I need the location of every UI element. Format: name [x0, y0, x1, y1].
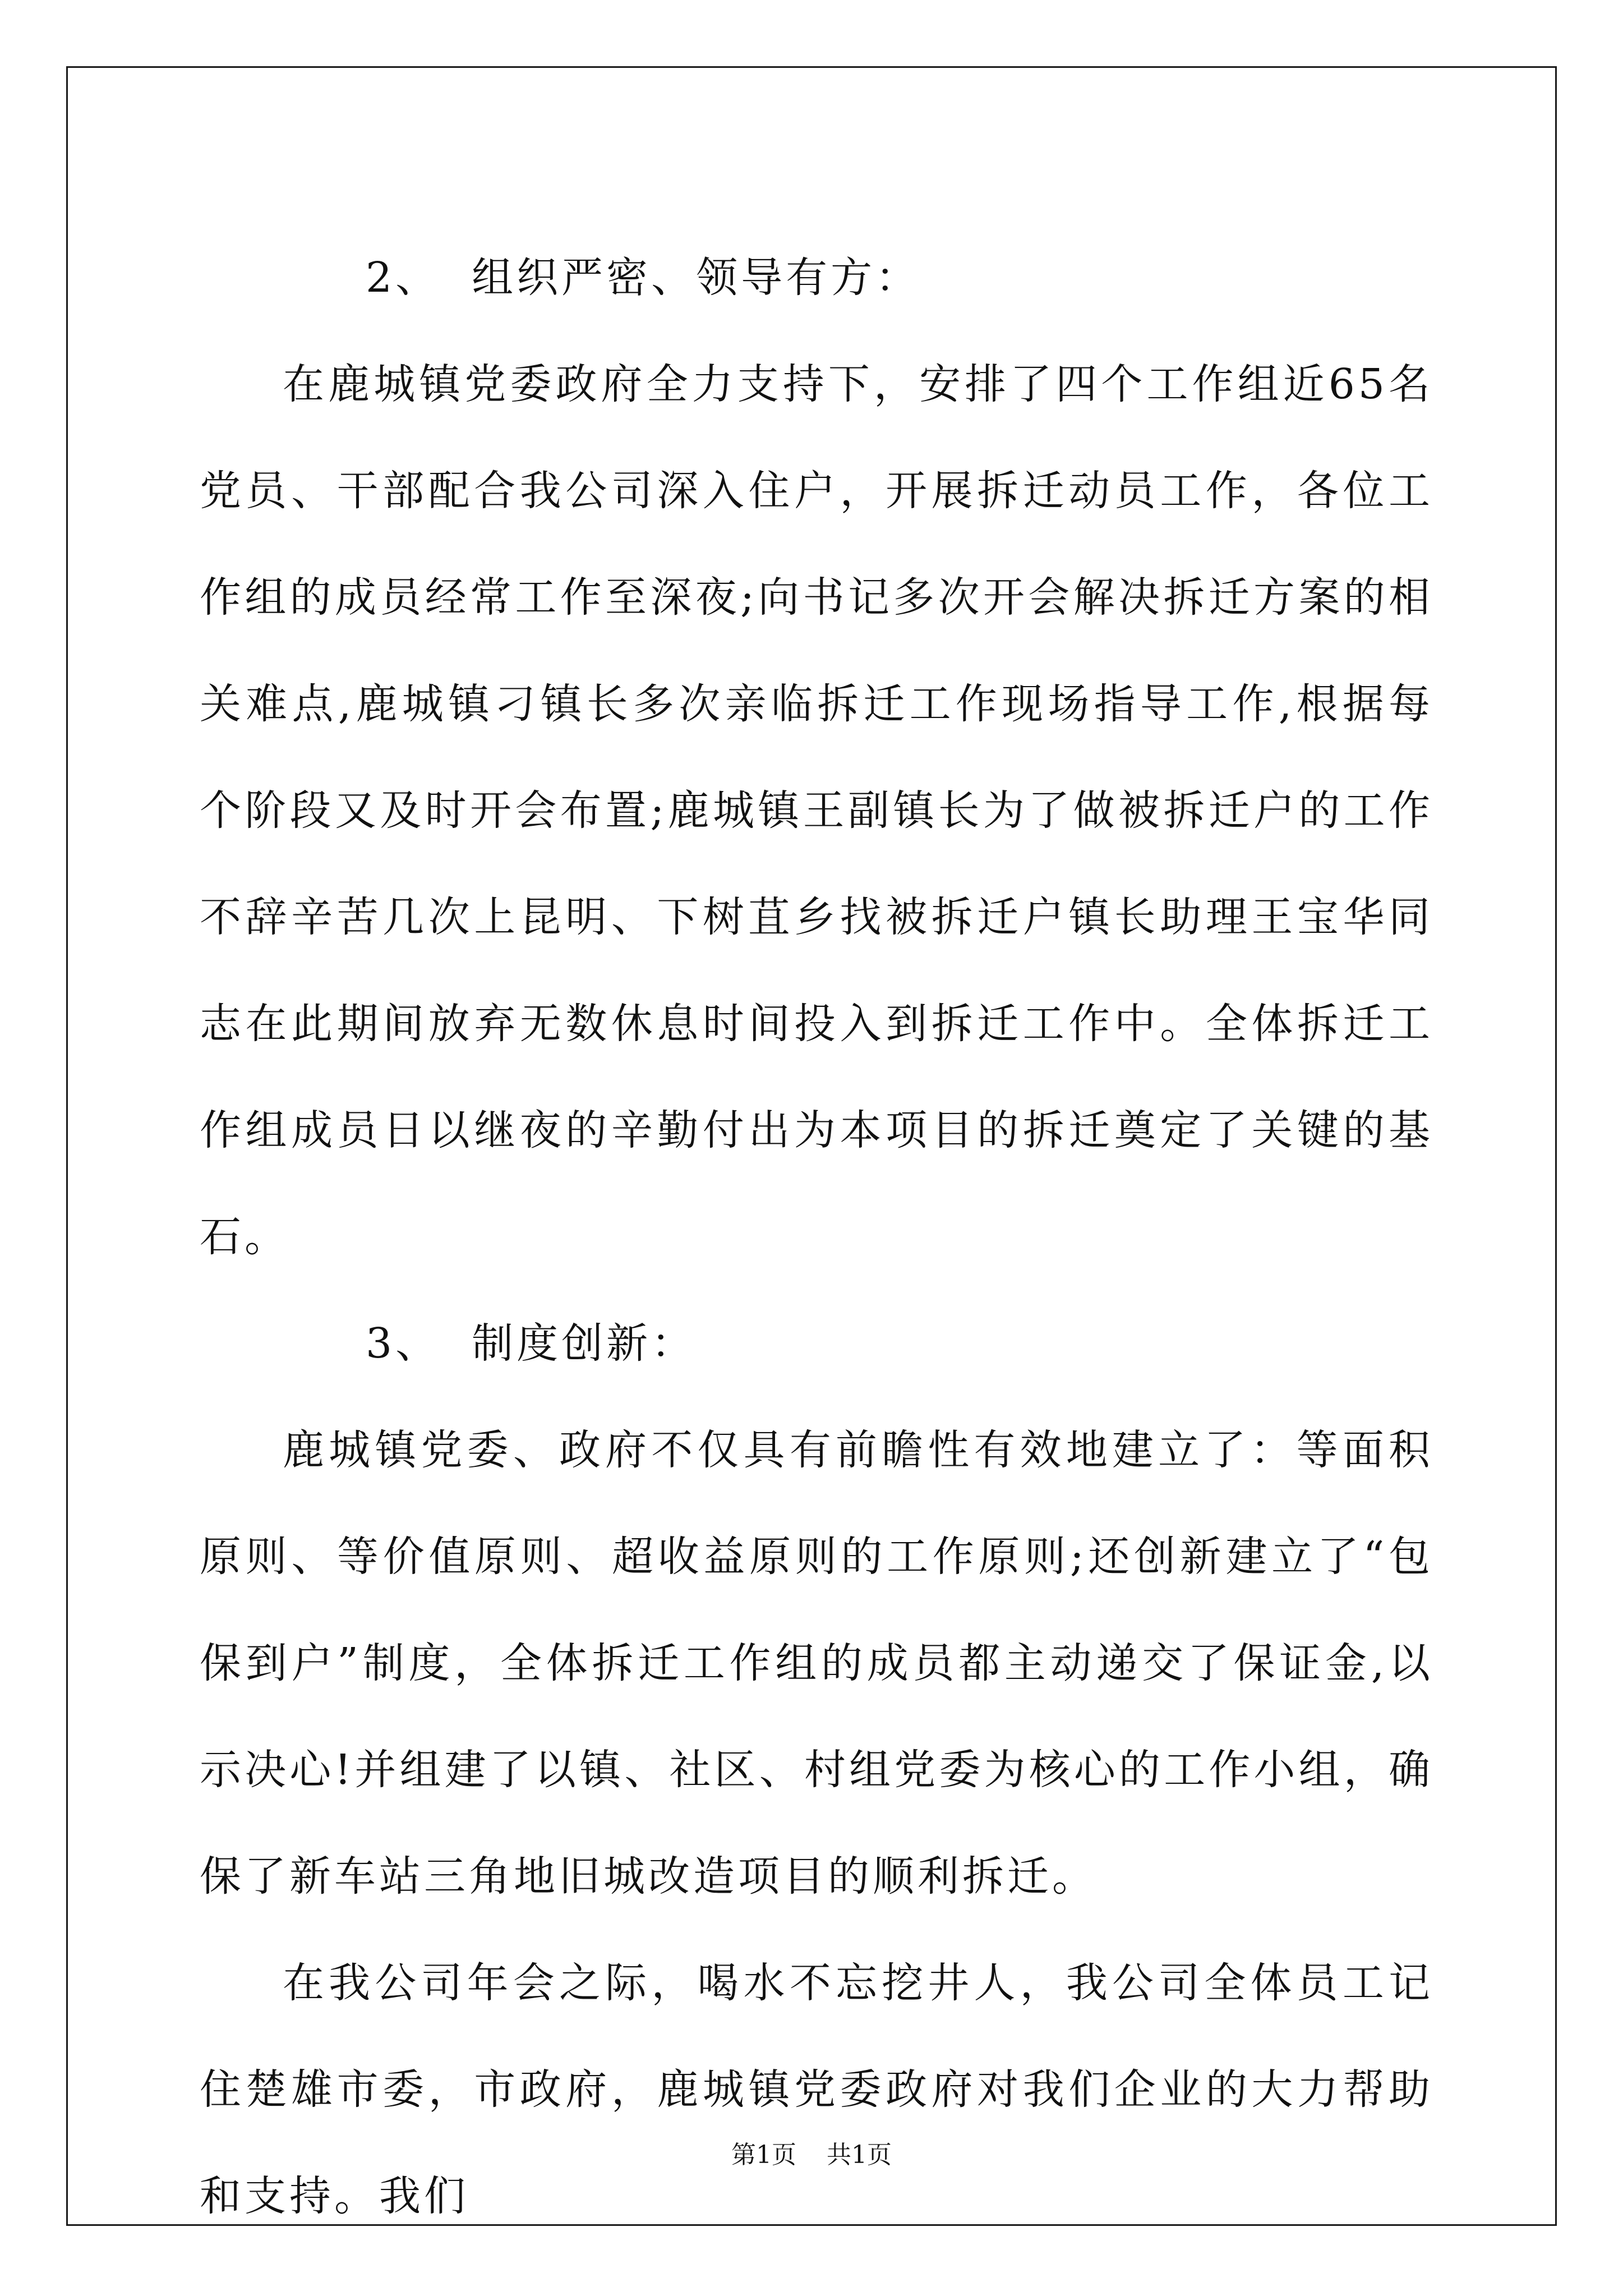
section-number: 3、 [366, 1319, 441, 1368]
page-number-total: 共1页 [827, 2141, 892, 2169]
section-number: 2、 [366, 254, 441, 302]
page-footer [0, 2138, 1623, 2172]
document-body [200, 224, 1433, 2249]
section-title: 组织严密、领导有方： [472, 254, 921, 302]
paragraph: 在鹿城镇党委政府全力支持下，安排了四个工作组近65名党员、干部配合我公司深入住户，开展拆迁动员工作，各位工作组的成员经常工作至深夜;向书记多次开会解决拆迁方案的相关难点,鹿城镇刁镇长多次亲临拆迁工作现场指导工作,根据每个阶段又及时开会布置;鹿城镇王副镇长为了做被拆迁户的工作不辞辛苦几次上昆明、下树苴乡找被拆迁户镇长助理王宝华同志在此期间放弃无数休息时间投入到拆迁工作中。全体拆迁工作组成员日以继夜的辛勤付出为本项目的拆迁奠定了关键的基石。 [200, 360, 1433, 1261]
paragraph: 在我公司年会之际，喝水不忘挖井人，我公司全体员工记住楚雄市委，市政府，鹿城镇党委政府对我们企业的大力帮助和支持。我们 [200, 1959, 1433, 2220]
section-title: 制度创新： [472, 1319, 697, 1368]
section-heading [200, 1290, 1433, 1397]
paragraph: 鹿城镇党委、政府不仅具有前瞻性有效地建立了：等面积原则、等价值原则、超收益原则的工作原则;还创新建立了“包保到户”制度，全体拆迁工作组的成员都主动递交了保证金,以示决心!并组建了以镇、社区、村组党委为核心的工作小组，确保了新车站三角地旧城改造项目的顺利拆迁。 [200, 1426, 1433, 1901]
page-number-current: 第1页 [731, 2141, 796, 2169]
section-heading [200, 224, 1433, 331]
